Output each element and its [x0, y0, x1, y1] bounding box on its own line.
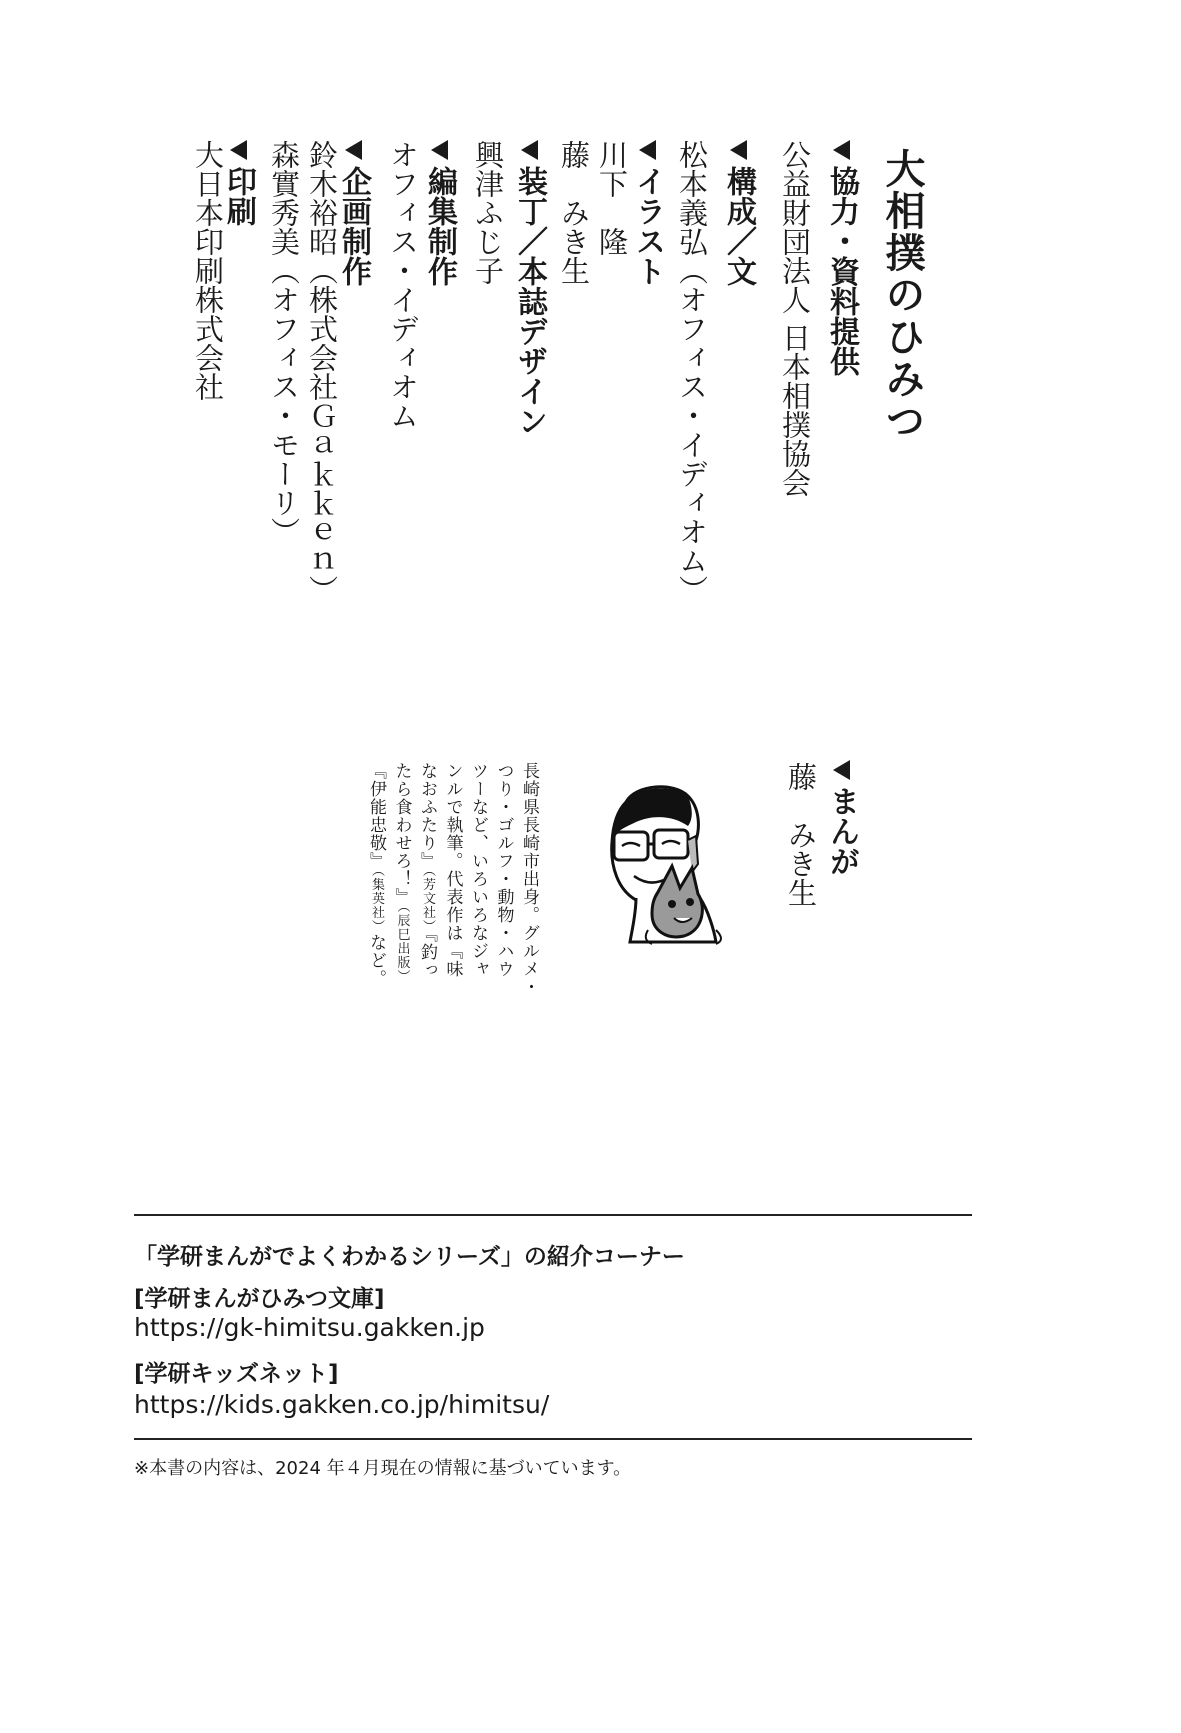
bio-line: なおふたり』 — [417, 762, 437, 870]
credit-line: 森實秀美（オフィス・モーリ） — [267, 140, 301, 546]
library-url-link[interactable]: https://gk-himitsu.gakken.jp — [134, 1313, 485, 1342]
credit-line: オフィス・イディオム — [386, 140, 420, 430]
triangle-marker-icon — [230, 140, 247, 160]
bio-line: ンルで執筆。代表作は『味 — [442, 762, 463, 978]
bio-line: つり・ゴルフ・動物・ハウ — [493, 762, 514, 978]
publisher-note: （集英社） — [369, 870, 384, 934]
credit-line: 藤 みき生 — [557, 140, 591, 285]
bio-line: ツーなど、いろいろなジャ — [468, 762, 488, 978]
manga-heading: まんが — [819, 760, 863, 876]
author-portrait-illustration — [596, 780, 742, 946]
triangle-marker-icon — [521, 140, 538, 160]
bio-line: 『伊能忠敬』 — [366, 762, 386, 870]
publisher-note: （芳文社） — [420, 870, 435, 934]
divider-bottom — [134, 1438, 972, 1440]
bio-line: 『釣っ — [417, 933, 437, 979]
bio-line: 長崎県長崎市出身。グルメ・ — [519, 762, 539, 996]
credit-heading-printing: 印刷 — [216, 140, 260, 226]
page-title: 大相撲のひみつ — [879, 148, 925, 442]
bio-line: たら食わせろ！』 — [391, 762, 412, 906]
date-note: ※本書の内容は、2024 年４月現在の情報に基づいています。 — [134, 1458, 632, 1479]
credit-line: 大日本印刷株式会社 — [191, 140, 225, 401]
credit-heading-illustration: イラスト — [625, 140, 669, 286]
manga-author-bio — [363, 762, 542, 996]
credit-heading-design: 装丁／本誌デザイン — [507, 140, 551, 436]
manga-author-name: 藤 みき生 — [784, 762, 818, 907]
credit-line: 川下 隆 — [595, 140, 629, 256]
series-corner-title: 「学研まんがでよくわかるシリーズ」の紹介コーナー — [134, 1244, 685, 1270]
publisher-note: （辰巳出版） — [394, 906, 410, 984]
credit-line: 興津ふじ子 — [471, 140, 505, 285]
kidsnet-label: [学研キッズネット] — [134, 1361, 339, 1387]
credit-heading-editing: 編集制作 — [417, 140, 461, 286]
divider-top — [134, 1214, 972, 1216]
credit-heading-cooperation: 協力・資料提供 — [819, 140, 863, 376]
triangle-marker-icon — [431, 140, 448, 160]
triangle-marker-icon — [345, 140, 362, 160]
library-label: [学研まんがひみつ文庫] — [134, 1286, 385, 1312]
credit-heading-composition: 構成／文 — [716, 140, 760, 286]
triangle-marker-icon — [833, 760, 850, 780]
triangle-marker-icon — [833, 140, 850, 160]
credit-heading-planning: 企画制作 — [331, 140, 375, 286]
credit-line: 公益財団法人 日本相撲協会 — [778, 140, 812, 498]
credit-line: 鈴木裕昭（株式会社Ｇａｋｋｅｎ） — [305, 140, 339, 604]
credit-line: 松本義弘（オフィス・イディオム） — [675, 140, 709, 604]
kidsnet-url-link[interactable]: https://kids.gakken.co.jp/himitsu/ — [134, 1390, 550, 1419]
bio-line: など。 — [366, 933, 386, 988]
triangle-marker-icon — [730, 140, 747, 160]
triangle-marker-icon — [639, 140, 656, 160]
